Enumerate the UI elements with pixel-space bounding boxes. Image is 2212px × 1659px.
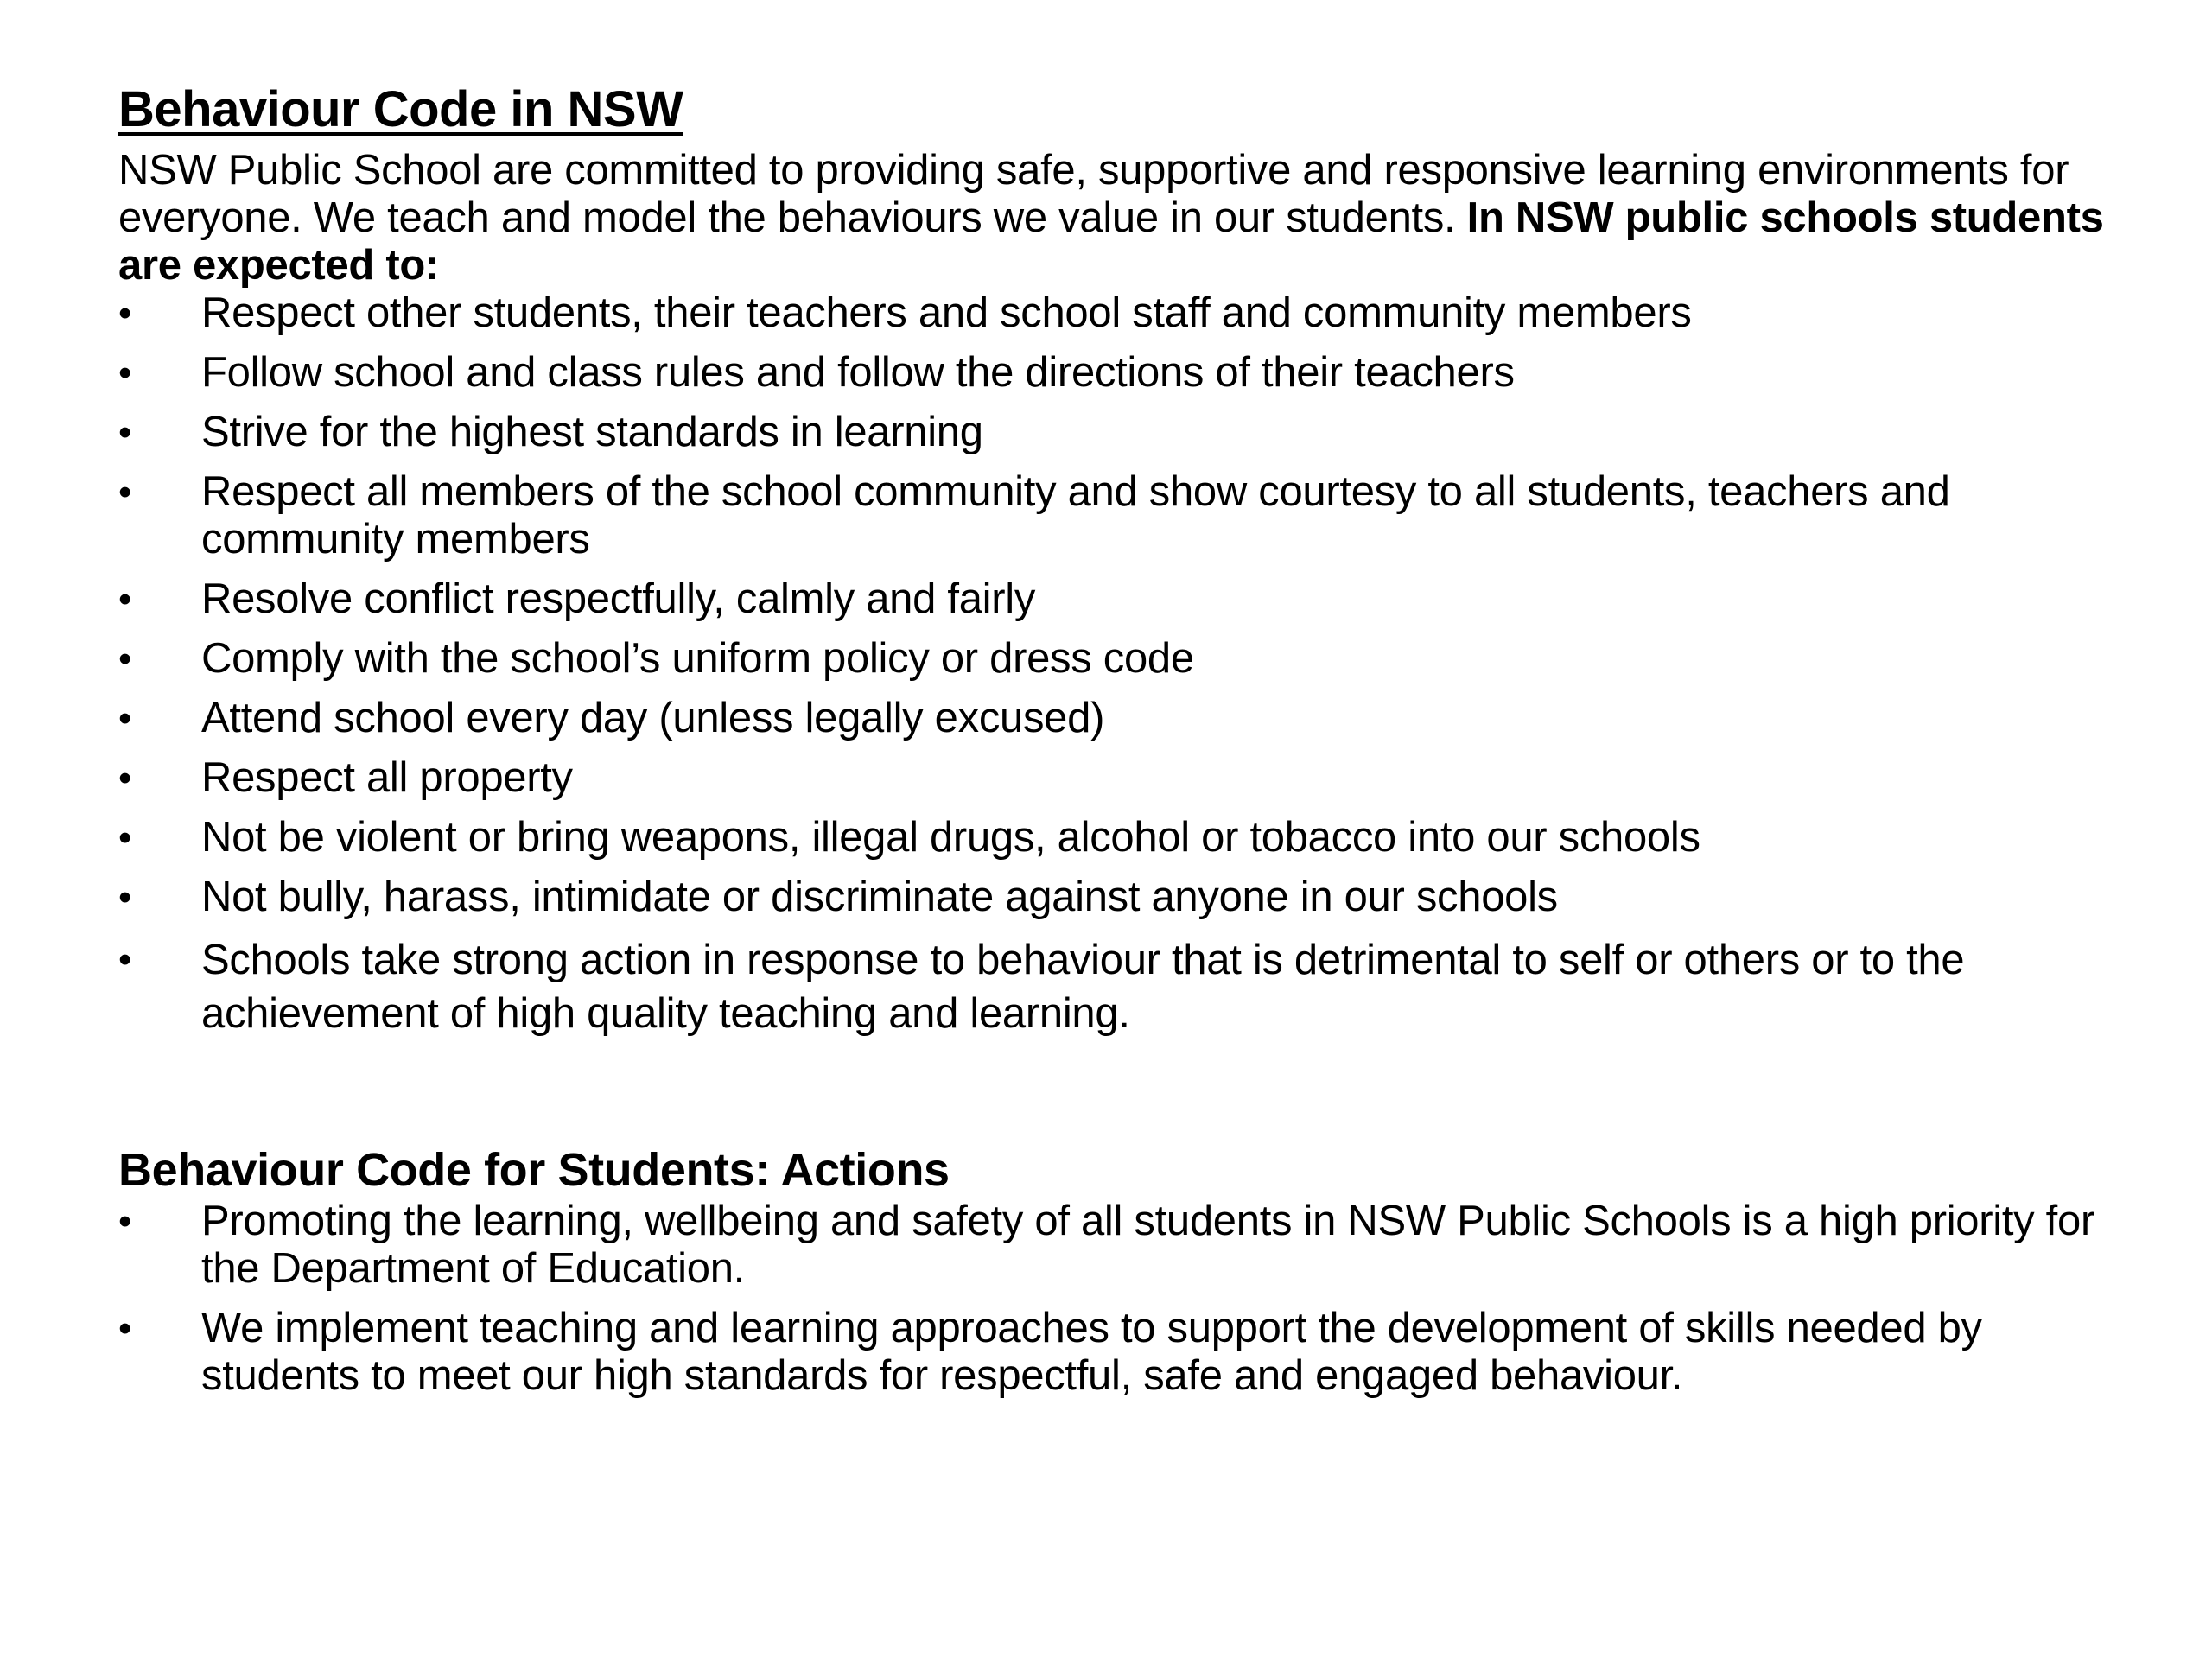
- bullet-icon: •: [118, 938, 132, 981]
- bullet-icon: •: [118, 352, 132, 394]
- list-item: [118, 933, 2106, 1040]
- bullet-icon: •: [118, 1200, 132, 1243]
- list-item: [118, 695, 2106, 742]
- list-item-text: Attend school every day (unless legally excused): [201, 695, 1105, 741]
- bullet-icon: •: [118, 1307, 132, 1350]
- list-item: [118, 289, 2106, 337]
- list-item: [118, 754, 2106, 802]
- bullet-icon: •: [118, 638, 132, 680]
- list-item-text: Respect other students, their teachers and school staff and community members: [201, 289, 1692, 336]
- list-item-text: Schools take strong action in response to behaviour that is detrimental to self or others or to the achievement of high quality teaching and learning.: [201, 937, 1965, 1037]
- list-item: [118, 874, 2106, 921]
- list-item-text: Respect all property: [201, 754, 573, 801]
- list-item: [118, 814, 2106, 861]
- bullet-icon: •: [118, 876, 132, 918]
- intro-bold-text: In NSW public schools students are expected to:: [118, 194, 2104, 289]
- list-item: [118, 575, 2106, 623]
- list-item: [118, 409, 2106, 456]
- bullet-icon: •: [118, 292, 132, 334]
- list-item-text: We implement teaching and learning approaches to support the development of skills needed by students to meet our high standards for respectful, safe and engaged behaviour.: [201, 1305, 1982, 1399]
- list-item-text: Not bully, harass, intimidate or discriminate against anyone in our schools: [201, 874, 1558, 920]
- bullet-icon: •: [118, 411, 132, 454]
- list-item-text: Strive for the highest standards in learning: [201, 409, 983, 455]
- intro-paragraph: [118, 147, 2106, 289]
- list-item-text: Follow school and class rules and follow the directions of their teachers: [201, 349, 1515, 396]
- bullet-icon: •: [118, 471, 132, 513]
- expectations-list: [118, 289, 2106, 1040]
- page-title: Behaviour Code in NSW: [118, 81, 683, 137]
- list-item-text: Not be violent or bring weapons, illegal drugs, alcohol or tobacco into our schools: [201, 814, 1700, 861]
- actions-heading: Behaviour Code for Students: Actions: [118, 1144, 950, 1196]
- bullet-icon: •: [118, 697, 132, 740]
- list-item-text: Respect all members of the school community and show courtesy to all students, teachers and community members: [201, 468, 1950, 563]
- list-item: [118, 1305, 2106, 1400]
- list-item: [118, 349, 2106, 397]
- actions-list: [118, 1198, 2106, 1400]
- document-page: [118, 79, 2106, 1412]
- list-item-text: Promoting the learning, wellbeing and safety of all students in NSW Public Schools is a high priority for the Department of Education.: [201, 1198, 2094, 1292]
- intro-text: NSW Public School are committed to providing safe, supportive and responsive learning environments for everyone. We teach and model the behaviours we value in our students.: [118, 147, 2069, 241]
- bullet-icon: •: [118, 578, 132, 620]
- list-item-text: Comply with the school’s uniform policy or dress code: [201, 635, 1194, 682]
- list-item-text: Resolve conflict respectfully, calmly and fairly: [201, 575, 1036, 622]
- bullet-icon: •: [118, 757, 132, 799]
- bullet-icon: •: [118, 817, 132, 859]
- list-item: [118, 1198, 2106, 1293]
- list-item: [118, 635, 2106, 683]
- list-item: [118, 468, 2106, 563]
